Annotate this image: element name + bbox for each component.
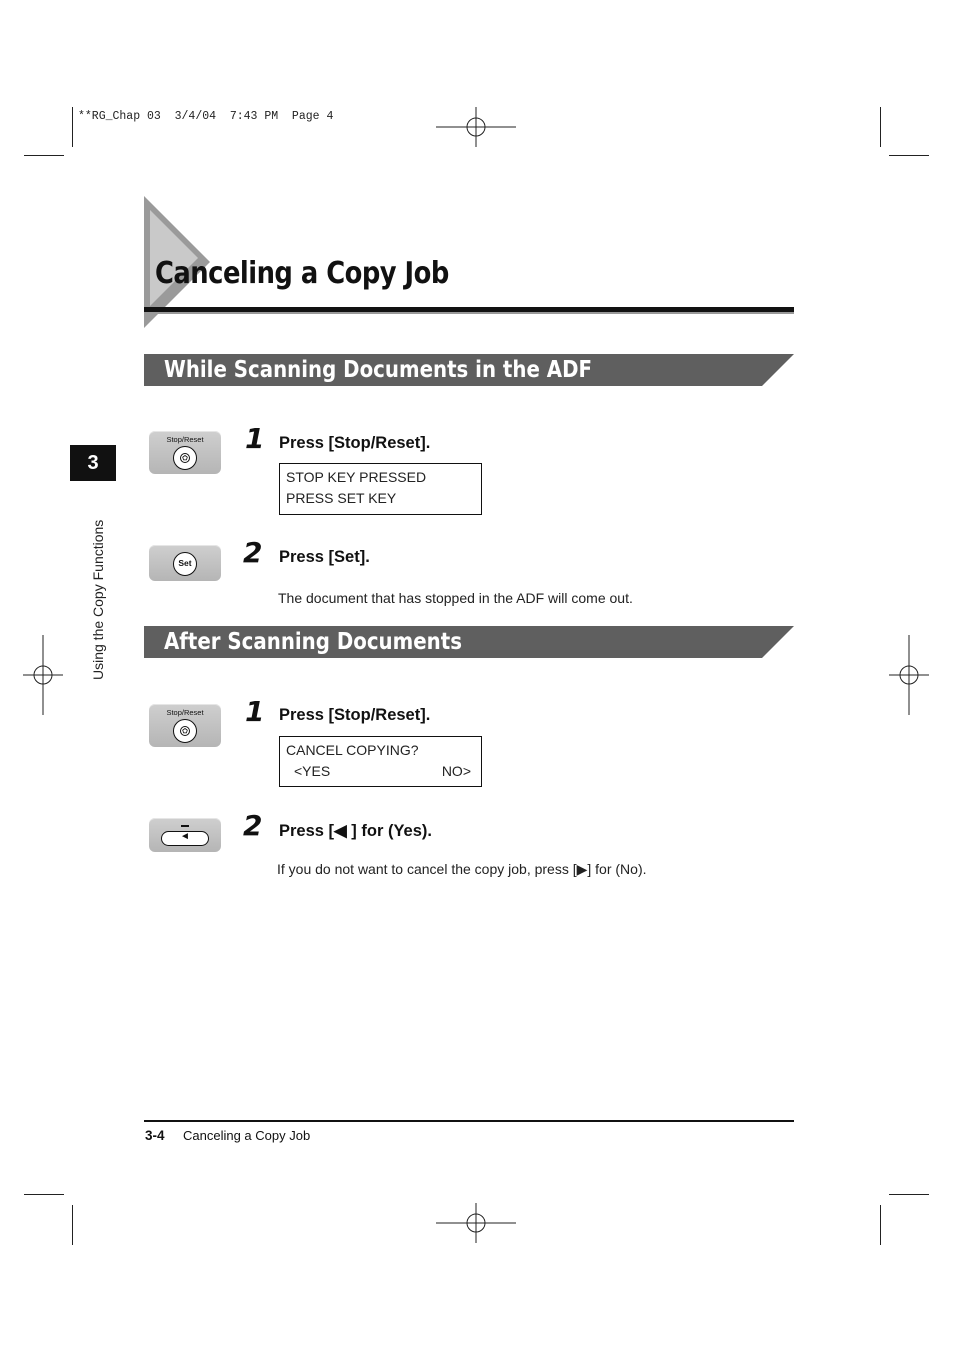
step-instruction: Press [Stop/Reset]. xyxy=(279,706,431,724)
stop-icon xyxy=(174,447,196,469)
lcd-line: CANCEL COPYING? xyxy=(286,742,419,758)
key-label: Stop/Reset xyxy=(166,708,204,717)
lcd-line: PRESS SET KEY xyxy=(286,490,397,506)
stop-reset-button-icon xyxy=(173,446,197,470)
set-button-icon xyxy=(173,552,197,576)
lcd-line: STOP KEY PRESSED xyxy=(286,469,427,485)
step-number: 1 xyxy=(245,695,265,728)
crop-mark xyxy=(889,155,929,156)
section-heading: While Scanning Documents in the ADF xyxy=(164,357,593,383)
crop-mark xyxy=(24,1194,64,1195)
registration-mark-left xyxy=(23,635,63,715)
step-instruction: Press [Stop/Reset]. xyxy=(279,434,431,452)
set-key[interactable] xyxy=(149,545,221,581)
title-rule-shadow xyxy=(144,312,794,314)
stop-icon xyxy=(174,720,196,742)
crop-mark xyxy=(24,155,64,156)
chapter-side-label: Using the Copy Functions xyxy=(90,519,106,680)
step-instruction: Press [Set]. xyxy=(279,548,370,566)
stop-reset-button-icon xyxy=(173,719,197,743)
section-heading: After Scanning Documents xyxy=(164,629,462,655)
crop-mark xyxy=(880,1205,881,1245)
section-heading-bar xyxy=(144,626,794,658)
crop-mark xyxy=(889,1194,929,1195)
footer-rule xyxy=(144,1120,794,1122)
lcd-display xyxy=(279,463,482,515)
registration-mark-bottom xyxy=(436,1203,516,1243)
footer-title: Canceling a Copy Job xyxy=(183,1128,311,1143)
page-title: Canceling a Copy Job xyxy=(155,256,449,291)
step-note: The document that has stopped in the ADF will come out. xyxy=(278,590,633,606)
step-instruction: Press [◀ ] for (Yes). xyxy=(279,822,432,840)
left-arrow-key[interactable] xyxy=(149,818,221,852)
left-arrow-icon: ◄ xyxy=(180,831,190,842)
step-number: 2 xyxy=(243,536,263,569)
crop-mark xyxy=(880,107,881,147)
left-arrow-button xyxy=(161,831,209,846)
lcd-display xyxy=(279,736,482,787)
chapter-tab: 3 xyxy=(70,445,116,481)
step-note: If you do not want to cancel the copy job, press [▶] for (No). xyxy=(277,861,647,877)
section-heading-bar xyxy=(144,354,794,386)
stop-reset-key[interactable] xyxy=(149,431,221,474)
crop-mark xyxy=(72,107,73,147)
crop-mark xyxy=(72,1205,73,1245)
lcd-yes-option: <YES xyxy=(294,763,331,779)
set-key-label: Set xyxy=(178,558,192,568)
minus-indicator xyxy=(181,825,189,827)
step-number: 1 xyxy=(245,422,265,455)
registration-mark-right xyxy=(889,635,929,715)
lcd-no-option: NO> xyxy=(441,763,471,779)
key-label: Stop/Reset xyxy=(166,435,204,444)
page-number: 3-4 xyxy=(145,1128,165,1143)
stop-reset-key[interactable] xyxy=(149,704,221,747)
registration-mark-top xyxy=(436,107,516,147)
print-header: **RG_Chap 03 3/4/04 7:43 PM Page 4 xyxy=(78,110,334,123)
step-number: 2 xyxy=(243,809,263,842)
